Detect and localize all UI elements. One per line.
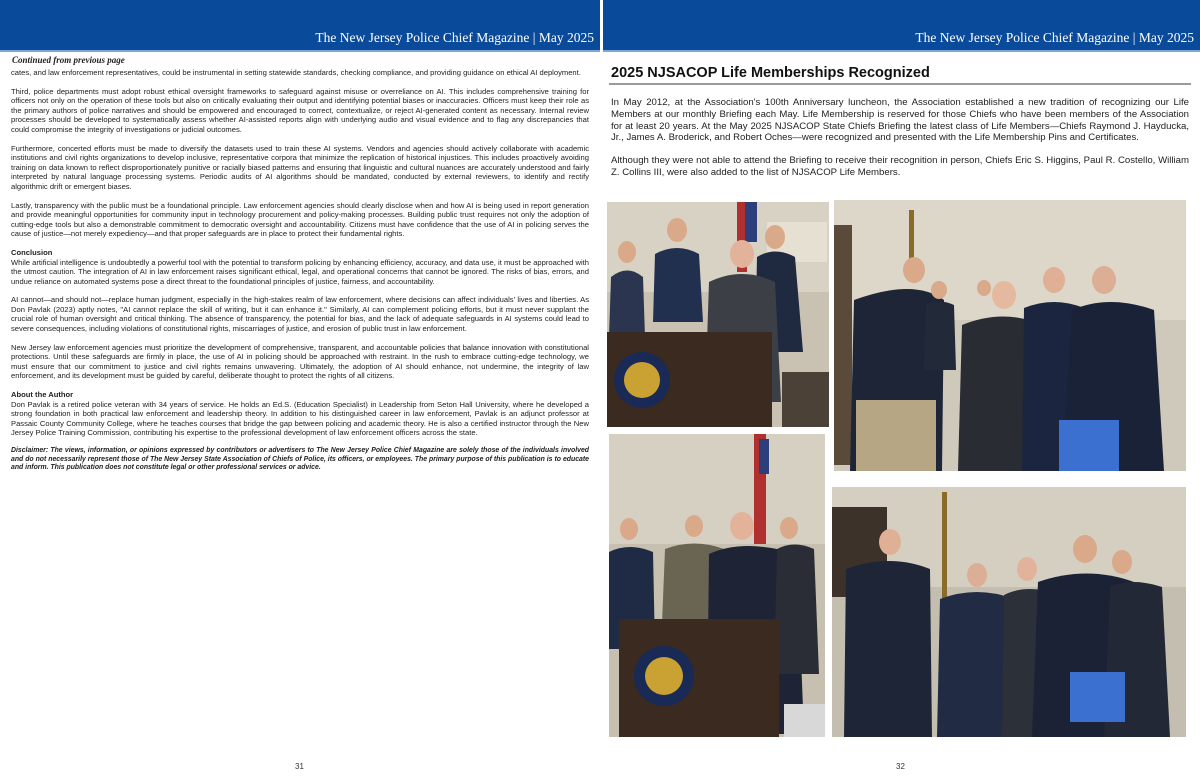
page-31 [0, 52, 600, 776]
author-heading: About the Author [11, 390, 74, 400]
article-title: 2025 NJSACOP Life Memberships Recognized [611, 65, 930, 81]
paragraph: Furthermore, concerted efforts must be made to diversify the datasets used to train these AI systems. Vendors and agencies should actively collaborate with academic institutions and civil rights organizations to develop inclusive, representative corpora that minimize the replication of historical injustices. This includes proactively avoiding training on data known to reflect disproportionately punitive or racially biased patterns and ensuring that linguistic and cultural nuances are accurately understood and fairly interpreted by natural language processing systems. Periodic audits of AI algorithms should be mandated, conducted by external reviewers, to identify and rectify algorithmic drift or emergent biases. [11, 143, 589, 191]
paragraph: Lastly, transparency with the public must be a foundational principle. Law enforcement agencies should clearly disclose when and how AI is being used in report generation and provide meaningful opportunities for community input in technology procurement and policy-making processes. Building public trust requires not only the adoption of cutting-edge tools but also a demonstrable commitment to democratic oversight and accountability. Citizens must have confidence that the use of AI in policing serves the cause of justice—not merely expediency—and that proper safeguards are in place to protect their fundamental rights. [11, 200, 589, 239]
paragraph: AI cannot—and should not—replace human judgment, especially in the high-stakes realm of law enforcement, where decisions can affect individuals' lives and liberties. As Don Pavlak (2023) aptly notes, "AI cannot replace the skill of writing, but it can enhance it." Similarly, AI can complement policing efforts, but it must never supplant the crucial role of human oversight and critical thinking. The absence of transparency, the potential for bias, and the lack of adequate safeguards in AI systems could lead to severe consequences, including violations of constitutional rights, miscarriages of justice, and erosion of public trust in law enforcement. [11, 295, 589, 334]
page-number: 32 [896, 762, 905, 771]
author-bio: Don Pavlak is a retired police veteran with 34 years of service. He holds an Ed.S. (Education Specialist) in Leadership from Seton Hall University, where he developed a strong foundation in both practical law enforcement and leadership theory. In addition to his distinguished career in law enforcement, Pavlak is an adjunct professor at Passaic County Community College, where he teaches courses that bridge the gap between policing and academic theory. He is also a certified instructor through the New Jersey Police Training Commission, contributing his expertise to the professional development of law enforcement officers across the state. [11, 399, 589, 438]
paragraph: New Jersey law enforcement agencies must prioritize the development of comprehensive, transparent, and accountable policies that balance innovation with constitutional protections. Until these safeguards are firmly in place, the use of AI in policing should be approached with restraint. In the rush to embrace cutting-edge technology, we must ensure that our commitment to justice and civil rights remains unwavering. Ultimately, the adoption of AI should enhance, not undermine, the integrity of law enforcement, and its development must be guided by careful, deliberate thought to protect the rights of all citizens. [11, 342, 589, 381]
magazine-title-left: The New Jersey Police Chief Magazine | May 2025 [315, 30, 594, 45]
magazine-title-right: The New Jersey Police Chief Magazine | May 2025 [915, 30, 1194, 45]
page-32 [603, 52, 1200, 776]
continued-note: Continued from previous page [12, 55, 125, 65]
photo-handshake-chiefs [832, 487, 1186, 737]
paragraph: cates, and law enforcement representatives, could be instrumental in setting statewide standards, checking compliance, and providing guidance on ethical AI deployment. [11, 68, 581, 77]
photo-podium-speaker [607, 202, 829, 427]
paragraph: While artificial intelligence is undoubtedly a powerful tool with the potential to transform policing by enhancing efficiency, accuracy, and data use, it must be approached with the utmost caution. The integration of AI in law enforcement raises significant ethical, legal, and operational concerns that cannot be ignored. The risks of bias, errors, and undue reliance on automated systems pose a direct threat to the foundational principles of justice, fairness, and accountability. [11, 257, 589, 286]
photo-pin-presentation [834, 200, 1186, 471]
title-rule [609, 83, 1191, 85]
article-body [11, 68, 589, 482]
header-bar-left [0, 0, 600, 50]
header-bar-right [603, 0, 1200, 50]
disclaimer: Disclaimer: The views, information, or opinions expressed by contributors or advertisers to The New Jersey Police Chief Magazine are solely those of the individuals involved and do not necessarily represent those of The New Jersey State Association of Chiefs of Police, its officers, or employees. The primary purpose of this publication is to educate and inform. This publication does not constitute legal or other professional services or advice. [11, 447, 589, 472]
paragraph: Third, police departments must adopt robust ethical oversight frameworks to safeguard against misuse or overreliance on AI. This includes comprehensive training for officers not only on the operation of these tools but also on critically evaluating their output and identifying potential biases or inaccuracies. Officers must keep their role as the primary authors of police narratives and should be empowered and encouraged to correct, contextualize, or reject AI-generated content as necessary. Internal review processes should be developed to systematically assess whether AI-assisted reports align with underlying audio and visual evidence and to flag any discrepancies that could compromise the integrity of investigations or judicial outcomes. [11, 86, 589, 134]
photo-remarks-at-podium [609, 434, 825, 737]
conclusion-heading: Conclusion [11, 247, 53, 257]
article-intro [611, 97, 1189, 190]
paragraph: In May 2012, at the Association's 100th Anniversary luncheon, the Association established a new tradition of recognizing our Life Members at our monthly Briefing each May. Life Membership is reserved for those Chiefs who have been members of the Association for at least 20 years. At the May 2025 NJSACOP State Chiefs Briefing the latest class of Life Members—Chiefs Raymond J. Hayducka, Jr., James A. Broderick, and Robert Oches—were recognized and presented with the Life Membership Pins and Certificates. [611, 97, 1189, 144]
page-number: 31 [295, 762, 304, 771]
paragraph: Although they were not able to attend the Briefing to receive their recognition in person, Chiefs Eric S. Higgins, Paul R. Costello, William Z. Collins III, were also added to the list of NJSACOP Life Members. [611, 155, 1189, 178]
